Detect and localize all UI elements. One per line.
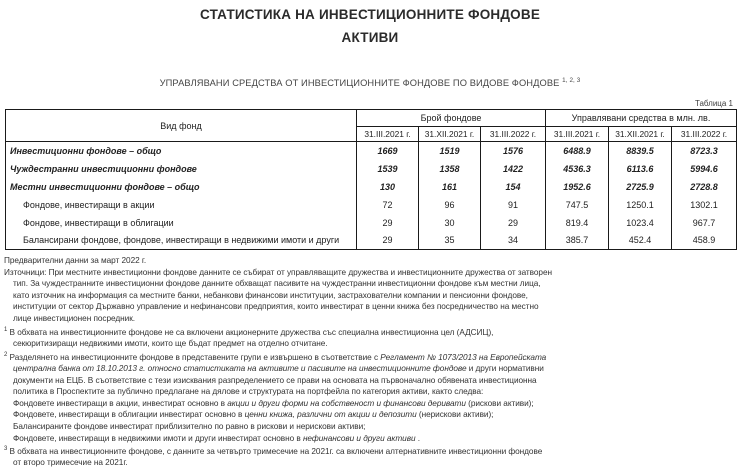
- footnote-line: [4, 386, 737, 398]
- value-cell: 1576: [481, 142, 546, 160]
- value-cell: 130: [357, 178, 419, 196]
- value-cell: 5994.6: [672, 160, 737, 178]
- footnote-line: [4, 301, 737, 313]
- value-cell: 34: [481, 232, 546, 250]
- value-cell: 2725.9: [609, 178, 672, 196]
- value-cell: 29: [481, 214, 546, 232]
- footnote-text: и други нормативни: [466, 363, 544, 373]
- value-cell: 452.4: [609, 232, 672, 250]
- value-cell: 819.4: [546, 214, 609, 232]
- table-heading: [0, 77, 740, 88]
- footnote-text: тип. За чуждестранните инвестиционни фондове данните обхващат пасивите на чуждестранни инвестиционни фондове към местни лица,: [13, 279, 541, 289]
- column-group-number-of-funds: Брой фондове: [357, 110, 546, 127]
- footnote-line: [4, 363, 737, 375]
- value-cell: 747.5: [546, 196, 609, 214]
- value-cell: 2728.8: [672, 178, 737, 196]
- value-cell: 1250.1: [609, 196, 672, 214]
- footnote-text: Балансираните фондове инвестират приблизително по равно в рискови и нерискови активи;: [13, 421, 366, 431]
- footnote-italic-text: централна банка от 18.10.2013 г. относно статистиката на активите и пасивите на инвестиционните фондове: [13, 363, 467, 373]
- value-cell: 458.9: [672, 232, 737, 250]
- funds-table: [5, 109, 737, 250]
- footnote-line: [4, 421, 737, 433]
- footnote-line: [4, 375, 737, 387]
- table-row: [6, 160, 737, 178]
- footnote-text: (рискови активи);: [465, 398, 534, 408]
- value-cell: 1952.6: [546, 178, 609, 196]
- footnote-marker: 1: [4, 326, 8, 333]
- value-cell: 385.7: [546, 232, 609, 250]
- footnotes: [4, 255, 737, 469]
- funds-table-body: [6, 142, 737, 250]
- footnote-marker: 3: [4, 446, 8, 453]
- footnote-marker: 2: [4, 351, 8, 358]
- value-cell: 8723.3: [672, 142, 737, 160]
- table-row: [6, 214, 737, 232]
- group-header-row: [6, 110, 737, 127]
- table-row: [6, 196, 737, 214]
- footnote-line: [4, 398, 737, 410]
- value-cell: 35: [419, 232, 481, 250]
- column-header-fund-type: Вид фонд: [6, 110, 357, 142]
- footnote-text: .: [415, 433, 420, 443]
- fund-type-cell: Местни инвестиционни фондове – общо: [10, 181, 200, 192]
- footnote-line: [4, 267, 737, 279]
- value-cell: 91: [481, 196, 546, 214]
- fund-type-cell: Инвестиционни фондове – общо: [10, 145, 162, 156]
- value-cell: 30: [419, 214, 481, 232]
- table-row: [6, 232, 737, 250]
- value-cell: 967.7: [672, 214, 737, 232]
- value-cell: 29: [357, 214, 419, 232]
- value-cell: 29: [357, 232, 419, 250]
- footnote-line: [4, 278, 737, 290]
- footnote-text: като източник на информация са местните банки, небанкови финансови институции, застрахователни компании и пенсионни фондове,: [13, 290, 528, 300]
- fund-type-cell: Чуждестранни инвестиционни фондове: [10, 163, 197, 174]
- footnote-line: [4, 290, 737, 302]
- footnote-line: [4, 457, 737, 469]
- footnote-line: [4, 409, 737, 421]
- value-cell: 96: [419, 196, 481, 214]
- footnote-italic-text: Регламент № 1073/2013 на Европейската: [380, 352, 547, 362]
- footnote-text: В обхвата на инвестиционните фондове не са включени акционерните дружества със специална инвестиционна цел (АДСИЦ),: [9, 327, 494, 337]
- footnote-text: (нерискови активи);: [416, 410, 494, 420]
- footnote-italic-text: акции и други форми на собственост и финансови деривати: [227, 398, 466, 408]
- footnote-text: Разделянето на инвестиционните фондове в представените групи е извършено в съответствие с: [9, 352, 381, 362]
- footnote-text: Фондовете инвестиращи в акции, инвестират основно в: [13, 398, 228, 408]
- value-cell: 6113.6: [609, 160, 672, 178]
- value-cell: 1519: [419, 142, 481, 160]
- value-cell: 161: [419, 178, 481, 196]
- page-title: СТАТИСТИКА НА ИНВЕСТИЦИОННИТЕ ФОНДОВЕ: [199, 7, 541, 22]
- table-caption: Таблица 1: [694, 99, 733, 109]
- footnote-line: [4, 338, 737, 350]
- value-cell: 6488.9: [546, 142, 609, 160]
- footnote-text: В обхвата на инвестиционните фондове, с данните за четвърто тримесечие на 2021г. са включени алтернативните инвестиционни фондове: [9, 446, 543, 456]
- column-header-date: 31.XII.2021 г.: [419, 127, 481, 142]
- table-row: [6, 142, 737, 160]
- footnote-text: документи на ЕЦБ. В съответствие с тези изисквания разпределението се прави на основата на първоначално обявената инвестиционна: [13, 375, 537, 385]
- column-header-date: 31.III.2021 г.: [357, 127, 419, 142]
- footnote-line: [4, 444, 737, 457]
- funds-table-header: [6, 110, 737, 142]
- footnote-line: [4, 433, 737, 445]
- value-cell: 1422: [481, 160, 546, 178]
- value-cell: 1669: [357, 142, 419, 160]
- column-group-managed-assets: Управлявани средства в млн. лв.: [546, 110, 737, 127]
- footnote-line: [4, 350, 737, 363]
- value-cell: 1302.1: [672, 196, 737, 214]
- column-header-date: 31.III.2022 г.: [481, 127, 546, 142]
- table-row: [6, 178, 737, 196]
- footnote-text: политика в Проспектите за публично предлагане на дялове и структурата на портфейла по категория активи, както следва:: [13, 387, 484, 397]
- page-title-assets: АКТИВИ: [341, 30, 399, 45]
- footnote-text: Предварителни данни за март 2022 г.: [4, 256, 147, 266]
- footnote-text: секюритизиращи недвижими имоти, които ще бъдат предмет на отделно отчитане.: [13, 339, 328, 348]
- value-cell: 8839.5: [609, 142, 672, 160]
- value-cell: 1539: [357, 160, 419, 178]
- table-heading-footnote-refs: 1, 2, 3: [562, 77, 581, 84]
- column-header-date: 31.III.2022 г.: [672, 127, 737, 142]
- value-cell: 1358: [419, 160, 481, 178]
- footnote-text: от второ тримесечие на 2021г.: [13, 458, 128, 468]
- footnote-italic-text: ценни книжа, различни от акции и депозити: [244, 410, 417, 420]
- footnote-text: Фондовете, инвестиращи в недвижими имоти и други инвестират основно в: [13, 433, 303, 443]
- fund-type-cell: Фондове, инвестиращи в акции: [23, 199, 155, 210]
- footnote-text: Фондовете, инвестиращи в облигации инвестират основно в: [13, 410, 245, 420]
- column-header-date: 31.XII.2021 г.: [609, 127, 672, 142]
- value-cell: 4536.3: [546, 160, 609, 178]
- footnote-italic-text: нефинансови и други активи: [302, 433, 416, 443]
- footnote-text: лице инвестиционен посредник.: [13, 314, 136, 324]
- value-cell: 1023.4: [609, 214, 672, 232]
- footnote-text: Източници: При местните инвестиционни фондове данните се събират от управляващите дружества и инвестиционните дружества от затворен: [4, 267, 553, 277]
- column-header-date: 31.III.2021 г.: [546, 127, 609, 142]
- value-cell: 72: [357, 196, 419, 214]
- fund-type-cell: Балансирани фондове, фондове, инвестиращи в недвижими имоти и други: [23, 235, 340, 246]
- value-cell: 154: [481, 178, 546, 196]
- footnote-line: [4, 313, 737, 325]
- footnote-line: [4, 325, 737, 338]
- fund-type-cell: Фондове, инвестиращи в облигации: [23, 217, 174, 228]
- footnote-line: [4, 255, 737, 267]
- footnote-text: институции от сектор Държавно управление и нефинансови предприятия, които инвестират в ценни книжа без посредничество на местно: [13, 302, 539, 312]
- table-heading-text: УПРАВЛЯВАНИ СРЕДСТВА ОТ ИНВЕСТИЦИОННИТЕ ФОНДОВЕ ПО ВИДОВЕ ФОНДОВЕ: [159, 78, 560, 89]
